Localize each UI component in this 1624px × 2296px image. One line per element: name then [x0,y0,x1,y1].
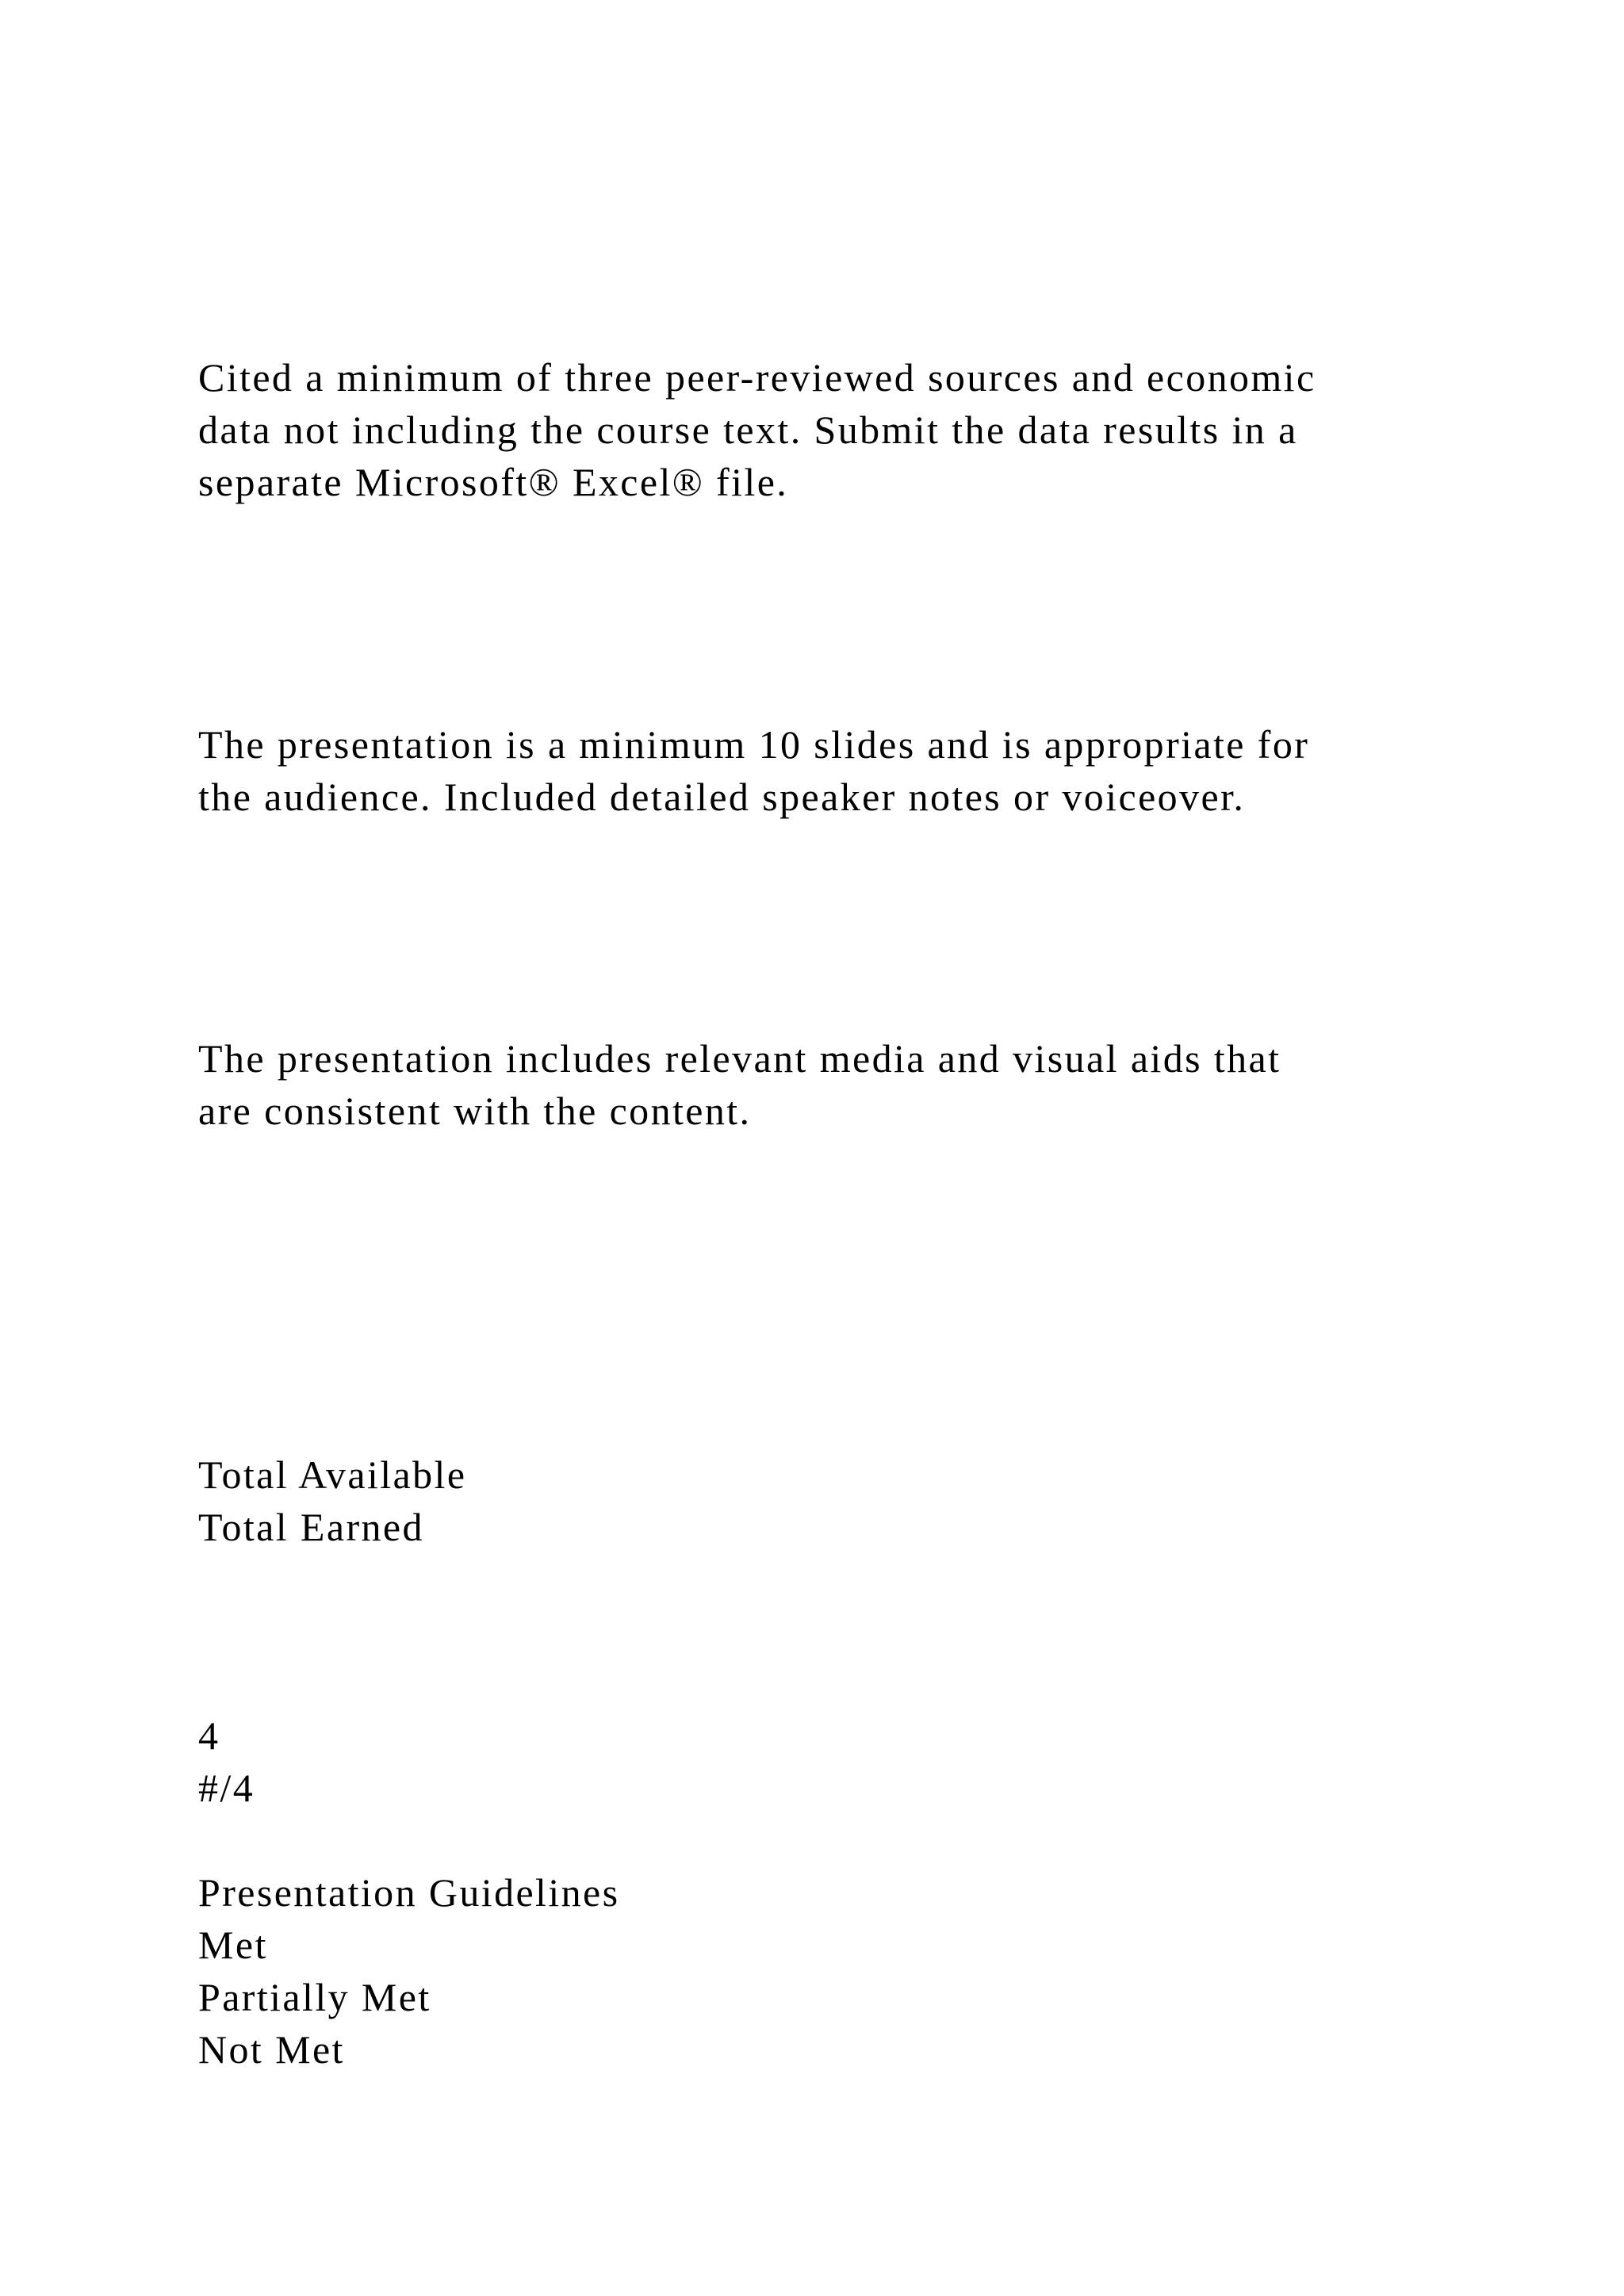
total-earned-label: Total Earned [198,1505,424,1549]
guidelines-heading: Presentation Guidelines [198,1870,620,1915]
criterion-slides-line: the audience. Included detailed speaker notes or voiceover. [198,775,1246,819]
criterion-slides-line: The presentation is a minimum 10 slides and is appropriate for [198,722,1310,767]
total-available-label: Total Available [198,1452,467,1497]
guideline-level-partially-met: Partially Met [198,1975,431,2019]
criterion-sources-line: separate Microsoft® Excel® file. [198,460,789,504]
guideline-level-not-met: Not Met [198,2027,345,2072]
criterion-sources-line: data not including the course text. Submit the data results in a [198,408,1298,452]
criterion-sources-line: Cited a minimum of three peer-reviewed sources and economic [198,355,1316,400]
criterion-media-line: are consistent with the content. [198,1089,752,1133]
guideline-level-met: Met [198,1923,268,1967]
points-earned-value: #/4 [198,1766,255,1810]
points-available-value: 4 [198,1713,220,1758]
criterion-media-line: The presentation includes relevant media and visual aids that [198,1036,1281,1081]
